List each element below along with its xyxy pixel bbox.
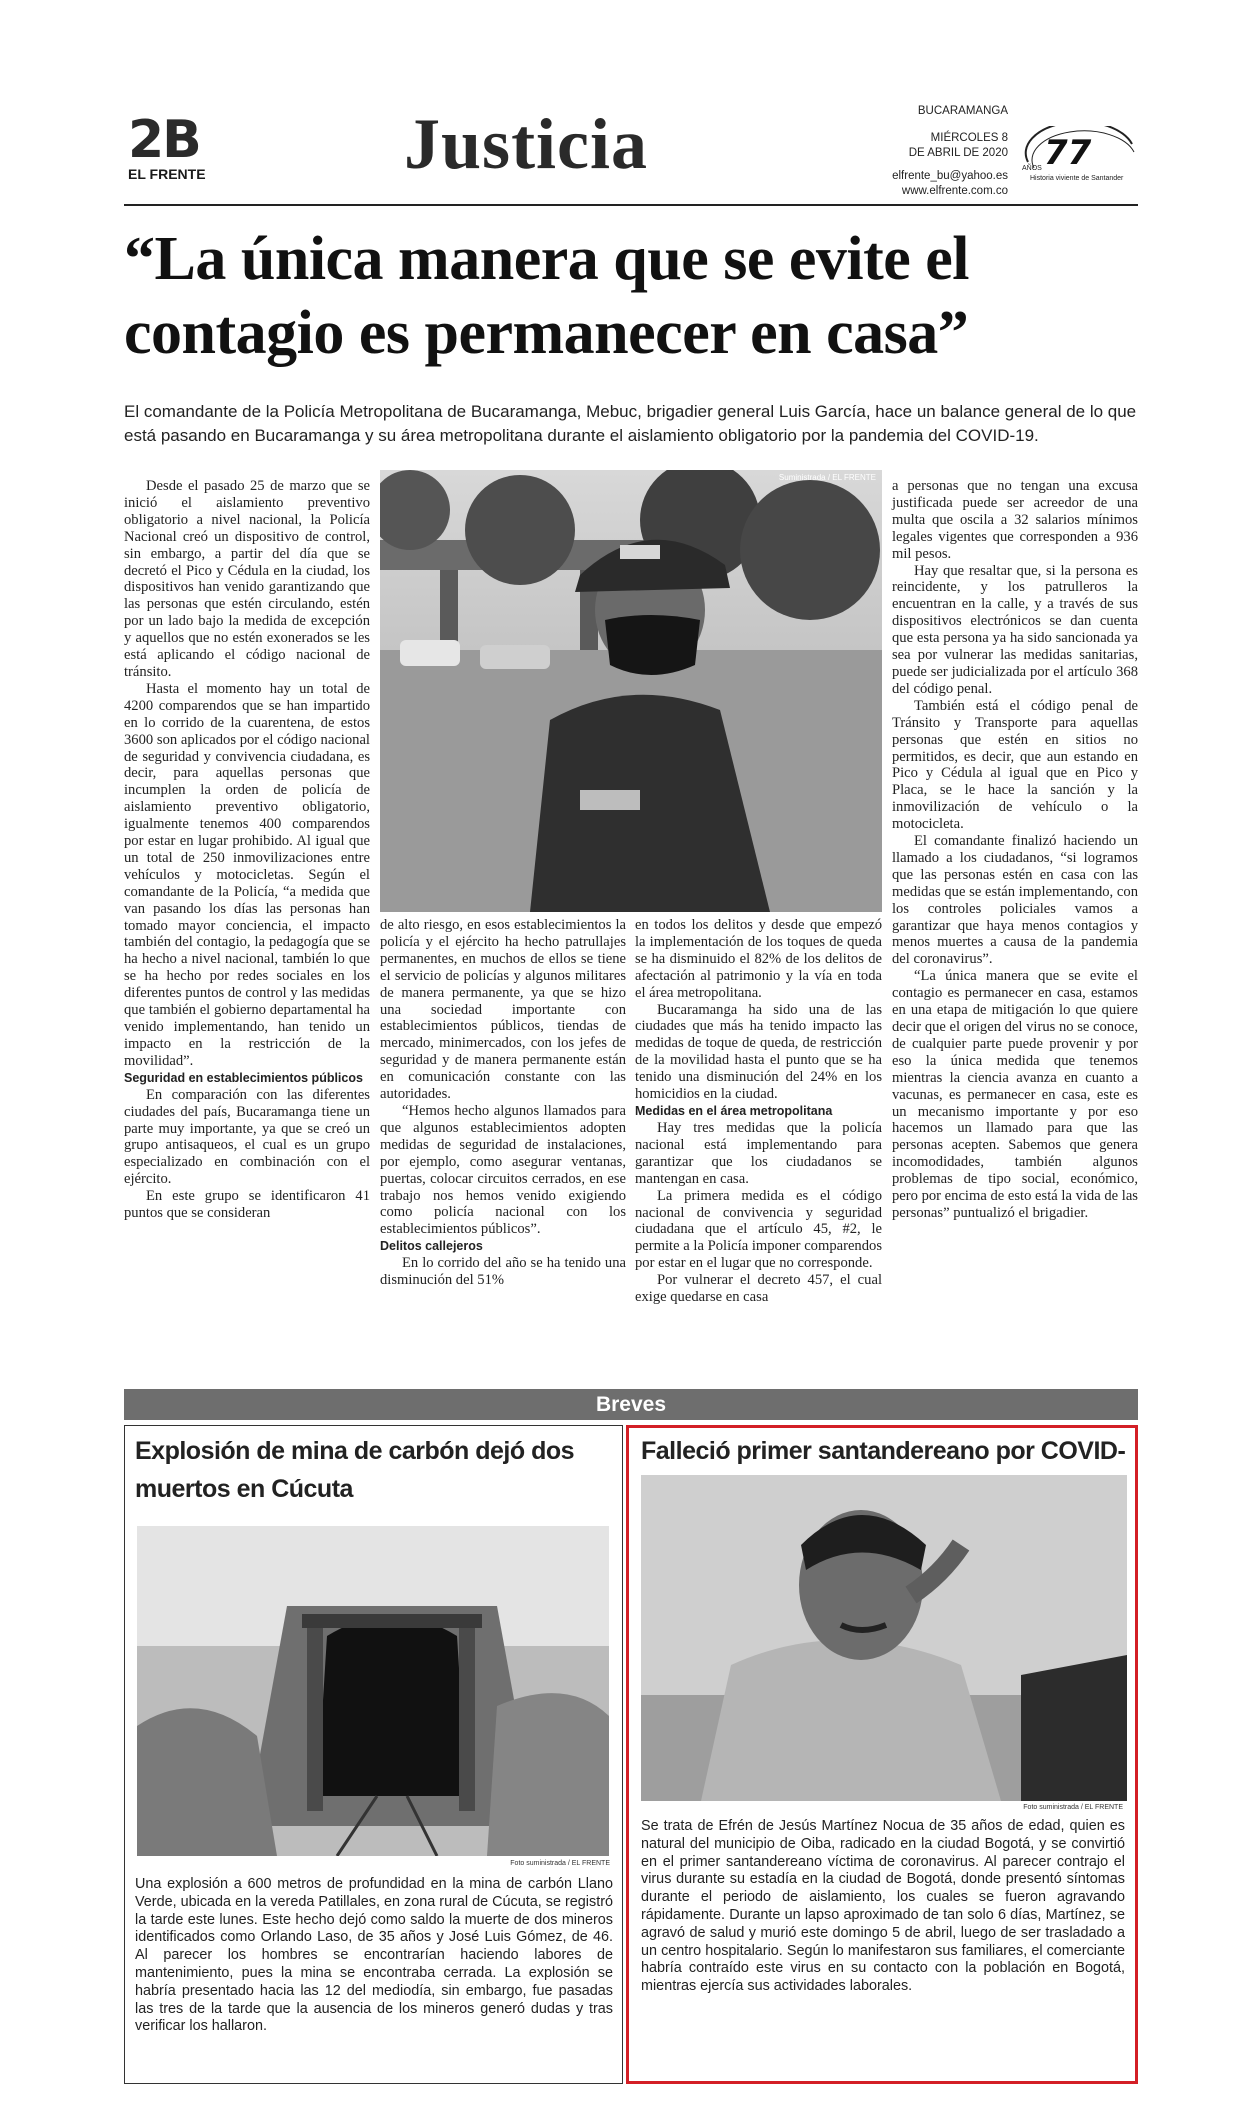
page-number: 2B <box>128 110 200 170</box>
main-photo <box>380 470 882 912</box>
article-column-4 <box>892 478 1138 1222</box>
brief-left-photo-credit: Foto suministrada / EL FRENTE <box>510 1860 610 1867</box>
paragraph: En lo corrido del año se ha tenido una disminución del 51% <box>380 1255 626 1289</box>
header-divider <box>124 204 1138 206</box>
paragraph: a personas que no tengan una excusa justificada puede ser acreedor de una multa que oscila a 32 salarios mínimos legales vigentes que corresponden a 936 mil pesos. <box>892 478 1138 562</box>
header-info <box>848 104 1008 199</box>
brief-mine-explosion <box>124 1425 623 2084</box>
brief-right-photo-credit: Foto suministrada / EL FRENTE <box>1023 1804 1123 1811</box>
man-portrait-photo-icon <box>641 1475 1127 1801</box>
anniversary-word: AÑOS <box>1022 165 1042 172</box>
paragraph: en todos los delitos y desde que empezó la implementación de los toques de queda se ha disminuido el 82% de los delitos de afectación al patrimonio y la vía en toda el área metropolitana. <box>635 917 882 1001</box>
paragraph: “Hemos hecho algunos llamados para que algunos establecimientos adopten medidas de seguridad de instalaciones, por ejemplo, como asegurar ventanas, puertas, colocar circuitos cerrados, en ese trabajo nos hemos venido exigiendo como policía nacional con los establecimientos públicos”. <box>380 1102 626 1238</box>
header-website[interactable]: www.elfrente.com.co <box>901 185 1008 197</box>
paragraph: Por vulnerar el decreto 457, el cual exige quedarse en casa <box>635 1272 882 1306</box>
brief-covid-death <box>626 1425 1138 2084</box>
paragraph: Bucaramanga ha sido una de las ciudades que más ha tenido impacto las medidas de toque de queda, de restricción de la movilidad hasta el punto que se ha tenido una disminución del 24% en los homicidios en la ciudad. <box>635 1001 882 1103</box>
breves-section-bar: Breves <box>124 1389 1138 1420</box>
anniversary-logo-icon <box>1020 126 1140 184</box>
paragraph: Desde el pasado 25 de marzo que se inició el aislamiento preventivo obligatorio a nivel nacional, la Policía Nacional creó un dispositivo de control, sin embargo, a partir del día que se decretó el Pico y Cédula en la ciudad, los dispositivos han venido garantizando que las personas que estén circulando, estén por un lado bajo la medida de excepción y aquellos que no estén exonerados se les está aplicando el código nacional de tránsito. <box>124 478 370 680</box>
header-date-line2: DE ABRIL DE 2020 <box>908 147 1008 159</box>
header-email[interactable]: elfrente_bu@yahoo.es <box>892 170 1008 182</box>
header-date-line1: MIÉRCOLES 8 <box>930 132 1008 144</box>
brief-left-photo <box>137 1526 609 1856</box>
anniversary-tagline: Historia viviente de Santander <box>1030 175 1124 182</box>
police-officer-photo-icon <box>380 470 882 912</box>
brief-right-text: Se trata de Efrén de Jesús Martínez Nocua de 35 años de edad, quien es natural del municipio de Oiba, radicado en la ciudad Bogotá, y se convirtió en el primer santandereano víctima de coronavirus. Al parecer contrajo el virus durante su estadía en la ciudad de Bogotá, donde presentó síntomas durante el periodo de aislamiento, los cuales se fueron agravando rápidamente. Durante un lapso aproximado de tan solo 6 días, Martínez, se agravó de salud y murió este domingo 5 de abril, luego de ser trasladado a un centro hospitalario. Según lo manifestaron sus familiares, el comerciante habría contraído este virus en su contacto con la población en Bogotá, mientras ejercía sus actividades laborales. <box>641 1818 1125 1995</box>
brief-left-title: Explosión de mina de carbón dejó dos muertos en Cúcuta <box>135 1437 575 1503</box>
main-photo-credit: Suministrada / EL FRENTE <box>778 473 876 482</box>
paragraph: También está el código penal de Tránsito y Transporte para aquellas personas que estén en sitios no permitidos, es decir, que aun estando en Pico y Cédula al igual que en Pico y Placa, se le hace la sanción y la inmovilización de vehículo o la motocicleta. <box>892 697 1138 833</box>
paragraph: de alto riesgo, en esos establecimientos la policía y el ejército ha hecho patrullajes permanentes, en muchos de ellos se tiene el servicio de policías y algunos militares de manera permanente, ya que se hizo una sociedad importante con establecimientos públicos, tiendas de mercado, minimercados, con los jefes de seguridad y de manera permanente están en comunicación constante con las autoridades. <box>380 917 626 1103</box>
brand-name: EL FRENTE <box>128 166 206 182</box>
brief-right-photo <box>641 1475 1127 1801</box>
paragraph: En este grupo se identificaron 41 puntos que se consideran <box>124 1188 370 1222</box>
brief-right-title: Falleció primer santandereano por COVID- <box>641 1437 1126 1465</box>
anniversary-number: 77 <box>1044 133 1092 173</box>
article-deck: El comandante de la Policía Metropolitana de Bucaramanga, Mebuc, brigadier general Luis García, hace un balance general de lo que está pasando en Bucaramanga y su área metropolitana durante el aislamiento obligatorio por la pandemia del COVID-19. <box>124 402 1137 445</box>
subhead-delitos: Delitos callejeros <box>380 1239 483 1254</box>
paragraph: En comparación con las diferentes ciudades del país, Bucaramanga tiene un parte muy importante, ya que se creó un grupo antisaqueos, el cual es un grupo especializado en combinación con el ejército. <box>124 1086 370 1188</box>
paragraph: “La única manera que se evite el contagio es permanecer en casa, estamos en una etapa de mitigación lo que quiere decir que el origen del virus no se conoce, de cualquier parte puede provenir y por eso la única medida que tenemos mientras la ciencia avanza en cuanto a vacunas, es permanecer en casa, este es un mecanismo importante y por eso hacemos un llamado para que las personas acepten. Sabemos que genera incomodidades, también algunos problemas de tipo social, económico, pero por encima de esto está la vida de las personas” puntualizó el brigadier. <box>892 968 1138 1221</box>
subhead-seguridad: Seguridad en establecimientos públicos <box>124 1070 363 1085</box>
article-headline: “La única manera que se evite el contagio es permanecer en casa” <box>124 225 970 367</box>
subhead-medidas: Medidas en el área metropolitana <box>635 1103 833 1118</box>
paragraph: Hay tres medidas que la policía nacional está implementando para garantizar que los ciudadanos se mantengan en casa. <box>635 1119 882 1187</box>
paragraph: La primera medida es el código nacional de convivencia y seguridad ciudadana que el artículo 45, #2, le permite a la Policía imponer comparendos por estar en el lugar que no corresponde. <box>635 1187 882 1272</box>
mine-entrance-photo-icon <box>137 1526 609 1856</box>
article-column-1 <box>124 478 370 1222</box>
paragraph: Hasta el momento hay un total de 4200 comparendos que se han impartido en lo corrido de la cuarentena, de estos 3600 son aplicados por el código nacional de seguridad y convivencia ciudadana, es decir, para aquellas personas que incumplen la orden de policía de aislamiento preventivo obligatorio, igualmente tenemos 400 comparendos por estar en lugar prohibido. Al igual que un total de 250 inmovilizaciones entre vehículos y motocicletas. Según el comandante de la Policía, “a medida que van pasando los días las personas han tomado mayor conciencia, el impacto también del contagio, la pedagogía que se ha hecho a nivel nacional, también lo que se ha hecho por redes sociales en los diferentes puntos de control y las medidas que también el gobierno departamental ha venido implementando, han tenido un impacto en la restricción de la movilidad”. <box>124 680 370 1069</box>
article-column-3 <box>635 917 882 1306</box>
article-column-2 <box>380 917 626 1289</box>
brief-left-text: Una explosión a 600 metros de profundidad en la mina de carbón Llano Verde, ubicada en la vereda Patillales, en zona rural de Cúcuta, se registró la tarde este lunes. Este hecho dejó como saldo la muerte de dos mineros identificados como Orlando Laso, de 35 años y José Luis Gómez, de 46. Al parecer los hombres se encontrarían haciendo labores de mantenimiento, pues la mina se encontraba cerrada. La explosión se habría presentado hacia las 12 del mediodía, sin embargo, fue pasadas las tres de la tarde que la ausencia de los mineros generó dudas y tras verificar los hallaron. <box>135 1876 613 2035</box>
section-title: Justicia <box>404 104 649 184</box>
paragraph: El comandante finalizó haciendo un llamado a los ciudadanos, “si logramos que las personas estén en casa con las medidas que se están implementando, con los controles policiales vamos a garantizar que haya menos contagios y menos muertes a causa de la pandemia del coronavirus”. <box>892 833 1138 968</box>
paragraph: Hay que resaltar que, si la persona es reincidente, y los patrulleros la encuentran en la calle, y a través de sus dispositivos electrónicos se dan cuenta que esta persona ya ha sido sancionada ya sea por vulnerar las medidas sanitarias, puede ser judicializada por el artículo 368 del código penal. <box>892 562 1138 697</box>
header-city: BUCARAMANGA <box>917 105 1008 117</box>
